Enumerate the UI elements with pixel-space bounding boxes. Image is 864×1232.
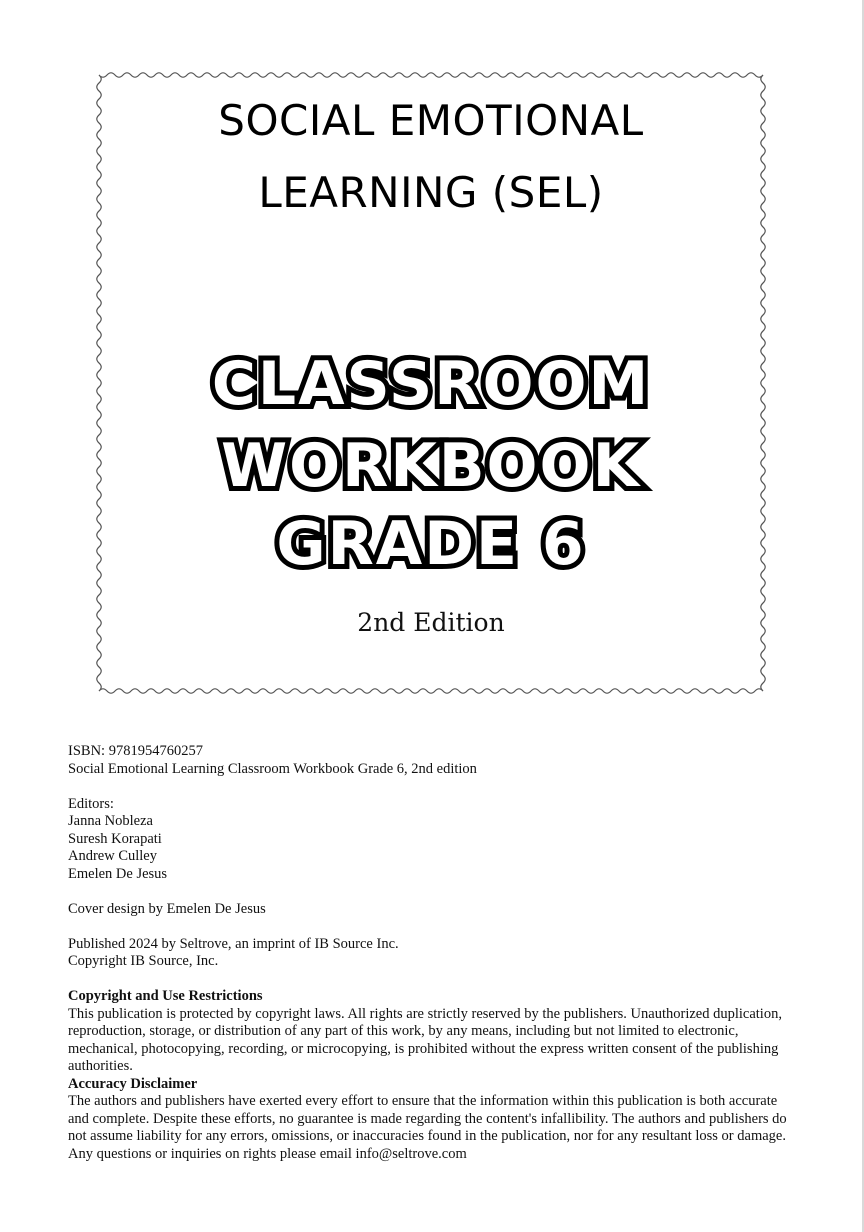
cover-subtitle-line-2: LEARNING (SEL) bbox=[258, 168, 604, 217]
editors-label: Editors: bbox=[68, 795, 114, 812]
disclaimer-text: The authors and publishers have exerted every effort to ensure that the information within this publication is both accurate and complete. Despite these efforts, no guarantee is made regarding the content's infallibility. The authors and publishers do not assume liability for any errors, omissions, or inaccuracies found in the publication, nor for any resultant loss or damage. Any questions or inquiries on rights please email info@seltrove.com bbox=[68, 1093, 787, 1162]
editor-name: Janna Nobleza bbox=[68, 813, 153, 829]
edition-label: 2nd Edition bbox=[357, 608, 505, 637]
cover-design-credit: Cover design by Emelen De Jesus bbox=[68, 900, 266, 917]
isbn: ISBN: 9781954760257 bbox=[68, 743, 203, 759]
book-title: Social Emotional Learning Classroom Workbook Grade 6, 2nd edition bbox=[68, 760, 477, 777]
cover-subtitle-line-1: SOCIAL EMOTIONAL bbox=[218, 96, 644, 145]
copyright-line: Copyright IB Source, Inc. bbox=[68, 953, 219, 969]
imprint-section bbox=[68, 743, 798, 1163]
disclaimer-heading: Accuracy Disclaimer bbox=[68, 1075, 198, 1092]
editor-name: Emelen De Jesus bbox=[68, 865, 168, 882]
editor-name: Andrew Culley bbox=[68, 848, 157, 864]
restrictions-text: This publication is protected by copyright laws. All rights are strictly reserved by the publishers. Unauthorized duplication, reproduction, storage, or distribution of any part of this work, by any means, including but not limited to electronic, mechanical, photocopying, recording, or microcopying, is prohibited without the express written consent of the publishing authorities. bbox=[68, 1005, 782, 1074]
cover-frame bbox=[96, 72, 766, 694]
cover-title-line-1: CLASSROOM bbox=[211, 349, 651, 419]
editor-name: Suresh Korapati bbox=[68, 830, 162, 847]
cover-title-line-2: WORKBOOK bbox=[220, 431, 642, 501]
publisher-line: Published 2024 by Seltrove, an imprint of IB Source Inc. bbox=[68, 935, 399, 952]
cover-title-line-3: GRADE 6 bbox=[276, 509, 586, 579]
restrictions-heading: Copyright and Use Restrictions bbox=[68, 988, 263, 1004]
